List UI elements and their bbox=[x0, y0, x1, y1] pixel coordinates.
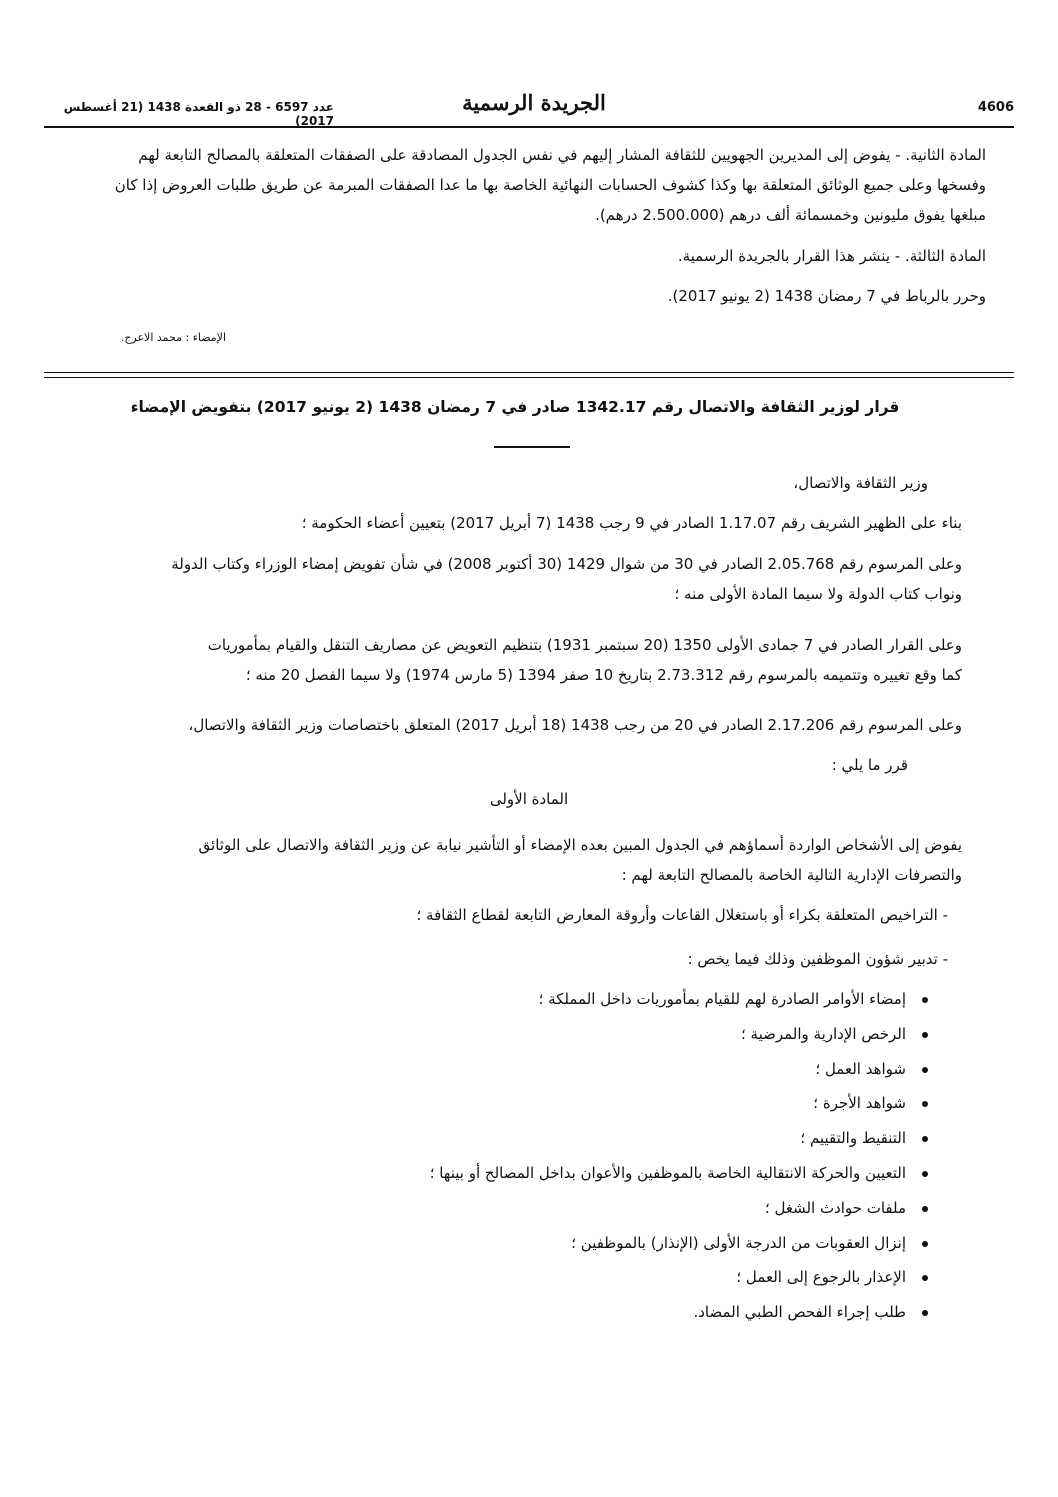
text-line: كما وقع تغييره وتتميمه بالمرسوم رقم 2.73.312 بتاريخ 10 صفر 1394 (5 مارس 1974) ولا سيما الفصل 20 منه ؛ bbox=[245, 666, 962, 684]
bullet-icon bbox=[922, 1101, 928, 1107]
done-at-line: وحرر بالرباط في 7 رمضان 1438 (2 يونيو 2017). bbox=[667, 287, 986, 305]
bullet-icon bbox=[922, 1067, 928, 1073]
header-divider bbox=[44, 126, 1014, 128]
bullet-icon bbox=[922, 1275, 928, 1281]
list-item bbox=[44, 1017, 928, 1052]
bullet-icon bbox=[922, 1241, 928, 1247]
title-underline bbox=[494, 446, 570, 448]
article-2-text bbox=[44, 140, 986, 230]
recital-2 bbox=[84, 549, 962, 609]
bullet-icon bbox=[922, 1032, 928, 1038]
text-line: وفسخها وعلى جميع الوثائق المتعلقة بها وكذا كشوف الحسابات النهائية الخاصة بها ما عدا الصفقات المبرمة عن طريق طلبات العروض إذا كان bbox=[114, 176, 986, 194]
issue-info: عدد 6597 - 28 ذو القعدة 1438 (21 أغسطس 2017) bbox=[63, 100, 334, 128]
text-line: بناء على الظهير الشريف رقم 1.17.07 الصادر في 9 رجب 1438 (7 أبريل 2017) بتعيين أعضاء الحكومة ؛ bbox=[301, 514, 962, 532]
bullet-list bbox=[44, 982, 928, 1330]
list-item-text: الإعذار بالرجوع إلى العمل ؛ bbox=[736, 1268, 906, 1287]
text-line: وعلى المرسوم رقم 2.05.768 الصادر في 30 من شوال 1429 (30 أكتوبر 2008) في شأن تفويض إمضاء الوزراء وكتاب الدولة bbox=[171, 555, 962, 573]
page-number: 4606 bbox=[977, 100, 1014, 115]
page-header bbox=[44, 88, 1014, 128]
section-divider bbox=[44, 372, 1014, 378]
gazette-title: الجريدة الرسمية bbox=[462, 90, 606, 115]
bullet-icon bbox=[922, 1310, 928, 1316]
decides-line: قرر ما يلي : bbox=[831, 756, 908, 774]
bullet-icon bbox=[922, 1136, 928, 1142]
list-item bbox=[44, 1121, 928, 1156]
list-item bbox=[44, 1226, 928, 1261]
list-item-text: شواهد العمل ؛ bbox=[815, 1059, 906, 1078]
text-line: وعلى المرسوم رقم 2.17.206 الصادر في 20 من رجب 1438 (18 أبريل 2017) المتعلق باختصاصات وزير الثقافة والاتصال، bbox=[188, 716, 962, 734]
list-item bbox=[44, 1156, 928, 1191]
bullet-icon bbox=[922, 1206, 928, 1212]
list-item bbox=[44, 1191, 928, 1226]
bullet-icon bbox=[922, 1171, 928, 1177]
dash-item: - تدبير شؤون الموظفين وذلك فيما يخص : bbox=[687, 950, 948, 968]
minister-line: وزير الثقافة والاتصال، bbox=[793, 474, 928, 492]
recital-3 bbox=[84, 630, 962, 690]
list-item-text: ملفات حوادث الشغل ؛ bbox=[764, 1198, 906, 1217]
list-item-text: إمضاء الأوامر الصادرة لهم للقيام بمأموريات داخل المملكة ؛ bbox=[538, 990, 906, 1008]
text-line: وعلى القرار الصادر في 7 جمادى الأولى 1350 (20 سبتمبر 1931) بتنظيم التعويض عن مصاريف التنقل والقيام بمأموريات bbox=[207, 636, 962, 654]
list-item bbox=[44, 1260, 928, 1295]
text-line: والتصرفات الإدارية التالية الخاصة بالمصالح التابعة لهم : bbox=[621, 866, 962, 884]
recital-1 bbox=[44, 508, 962, 538]
list-item-text: إنزال العقوبات من الدرجة الأولى (الإنذار) بالموظفين ؛ bbox=[571, 1233, 906, 1252]
list-item-text: التنقيط والتقييم ؛ bbox=[800, 1129, 906, 1148]
list-item bbox=[44, 1086, 928, 1121]
list-item bbox=[44, 982, 928, 1017]
list-item-text: الرخص الإدارية والمرضية ؛ bbox=[741, 1024, 906, 1043]
text-line: المادة الثانية. - يفوض إلى المديرين الجهويين للثقافة المشار إليهم في نفس الجدول المصادقة على الصفقات المتعلقة بالمصالح التابعة لهم bbox=[138, 146, 986, 164]
list-item-text: التعيين والحركة الانتقالية الخاصة بالموظفين والأعوان بداخل المصالح أو بينها ؛ bbox=[429, 1163, 906, 1182]
article-3-text: المادة الثالثة. - ينشر هذا القرار بالجريدة الرسمية. bbox=[677, 247, 986, 265]
list-item bbox=[44, 1295, 928, 1330]
signature-line: الإمضاء : محمد الاعرج. bbox=[120, 331, 226, 344]
recital-4 bbox=[44, 710, 962, 740]
list-item-text: شواهد الأجرة ؛ bbox=[813, 1094, 906, 1113]
bullet-icon bbox=[922, 997, 928, 1003]
text-line: يفوض إلى الأشخاص الواردة أسماؤهم في الجدول المبين بعده الإمضاء أو التأشير نيابة عن وزير الثقافة والاتصال على الوثائق bbox=[198, 836, 962, 854]
text-line: ونواب كتاب الدولة ولا سيما المادة الأولى منه ؛ bbox=[674, 585, 962, 603]
text-line: مبلغها يفوق مليونين وخمسمائة ألف درهم (2.500.000 درهم). bbox=[595, 206, 986, 224]
article-1-heading: المادة الأولى bbox=[489, 790, 569, 808]
decision-title: قرار لوزير الثقافة والاتصال رقم 1342.17 صادر في 7 رمضان 1438 (2 يونيو 2017) بتفويض الإمضاء bbox=[130, 398, 900, 416]
list-item-text: طلب إجراء الفحص الطبي المضاد. bbox=[693, 1303, 906, 1322]
list-item bbox=[44, 1052, 928, 1087]
dash-item: - التراخيص المتعلقة بكراء أو باستغلال القاعات وأروقة المعارض التابعة لقطاع الثقافة ؛ bbox=[416, 906, 948, 924]
article-1-body bbox=[84, 830, 962, 890]
